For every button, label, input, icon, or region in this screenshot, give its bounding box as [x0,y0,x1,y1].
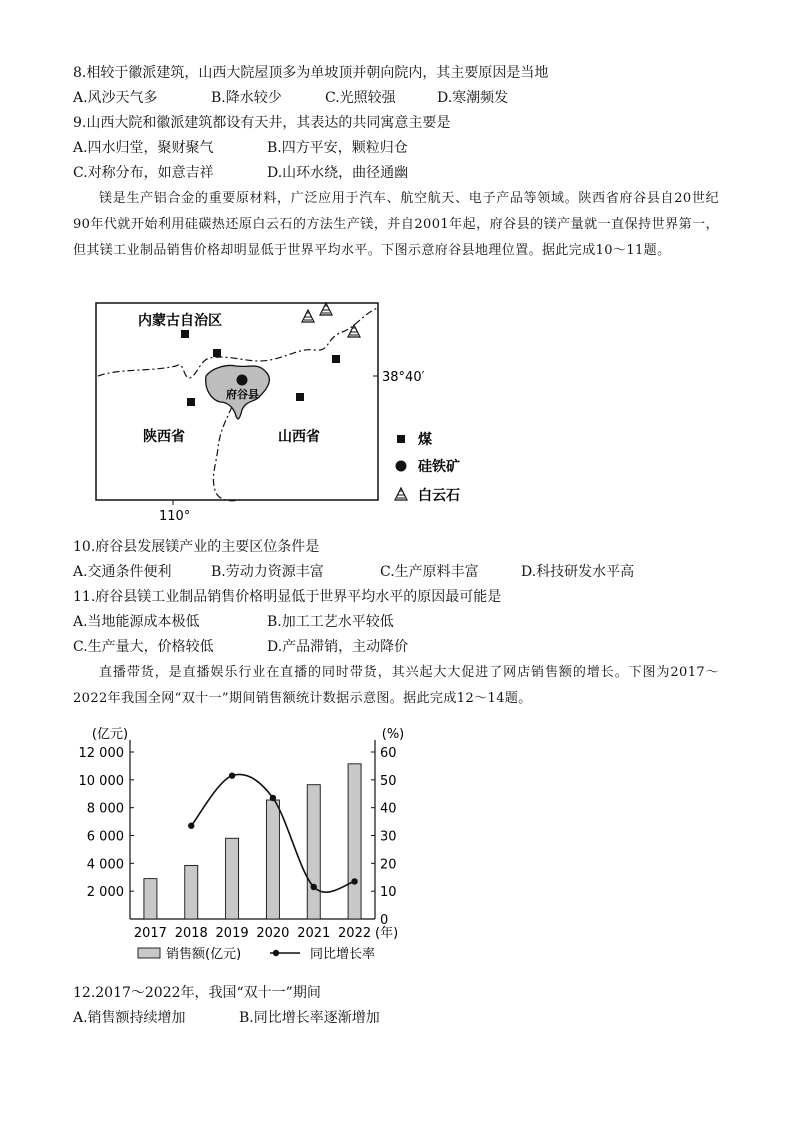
ferrosilicon-marker [237,375,248,386]
legend-growth-point [273,950,279,956]
right-tick-label: 10 [380,885,397,901]
right-axis-unit: (%) [381,727,405,742]
coal-marker [187,398,195,406]
growth-rate-point [270,795,276,801]
x-tick-label: 2022 [338,926,372,941]
coal-marker [181,330,189,338]
q12-option-a[interactable]: A.销售额持续增加 [73,1010,186,1026]
q9-option-a[interactable]: A.四水归堂，聚财聚气 [73,140,214,156]
question-11-stem: 11.府谷县镁工业制品销售价格明显低于世界平均水平的原因最可能是 [73,589,502,605]
left-tick-label: 2 000 [86,885,124,901]
legend-growth-label: 同比增长率 [310,947,376,962]
q8-option-d[interactable]: D.寒潮频发 [437,90,509,106]
x-tick-label: 2018 [174,926,208,941]
q10-option-a[interactable]: A.交通条件便利 [73,564,172,580]
sales-bar [307,785,320,919]
q8-option-a[interactable]: A.风沙天气多 [73,90,158,106]
coal-marker [213,349,221,357]
q9-option-b[interactable]: B.四方平安，颗粒归仓 [267,140,408,156]
x-axis-unit: (年) [375,926,399,941]
label-latitude: 38°40′ [382,370,425,385]
question-10-stem: 10.府谷县发展镁产业的主要区位条件是 [73,539,320,555]
label-inner-mongolia: 内蒙古自治区 [138,313,222,329]
dolomite-marker [302,310,314,322]
q10-option-b[interactable]: B.劳动力资源丰富 [211,564,324,580]
legend-sales-label: 销售额(亿元) [166,947,242,962]
q8-option-c[interactable]: C.光照较强 [325,90,396,106]
question-12-stem: 12.2017～2022年，我国“双十一”期间 [73,985,321,1001]
sales-bar [185,865,198,919]
right-tick-label: 30 [380,829,397,845]
question-9-stem: 9.山西大院和徽派建筑都设有天井，其表达的共同寓意主要是 [73,115,451,131]
growth-rate-point [188,823,194,829]
q10-option-d[interactable]: D.科技研发水平高 [521,564,635,580]
right-tick-label: 20 [380,857,397,873]
coal-marker [296,393,304,401]
passage-livestream: 直播带货，是直播娱乐行业在直播的同时带货，其兴起大大促进了网店销售额的增长。下图为2017～2022年我国全网“双十一”期间销售额统计数据示意图。据此完成12～14题。 [73,665,719,706]
legend-sales-swatch [138,948,160,958]
q11-option-c[interactable]: C.生产量大，价格较低 [73,639,214,655]
q11-option-a[interactable]: A.当地能源成本极低 [73,614,200,630]
right-tick-label: 60 [380,746,397,761]
growth-rate-point [229,772,235,778]
growth-rate-point [311,884,317,890]
sales-bar [348,764,361,919]
label-fugu: 府谷县 [226,388,259,401]
label-longitude: 110° [159,509,191,524]
sales-bar [144,879,157,919]
right-tick-label: 0 [380,913,389,928]
q11-option-b[interactable]: B.加工工艺水平较低 [267,614,394,630]
left-tick-label: 8 000 [86,801,124,817]
dolomite-marker [320,303,332,315]
left-tick-label: 6 000 [86,829,124,845]
left-tick-label: 12 000 [78,746,124,761]
question-8-stem: 8.相较于徽派建筑，山西大院屋顶多为单坡顶并朝向院内，其主要原因是当地 [73,65,549,81]
label-shanxi: 山西省 [278,429,320,445]
coal-marker [332,355,340,363]
right-tick-label: 50 [380,773,397,789]
q9-option-d[interactable]: D.山环水绕，曲径通幽 [267,165,409,181]
legend-dolomite-label: 白云石 [418,488,460,504]
q12-option-b[interactable]: B.同比增长率逐渐增加 [239,1010,380,1026]
legend-coal-icon [397,435,405,443]
left-tick-label: 10 000 [78,773,124,789]
passage-magnesium: 镁是生产铝合金的重要原材料，广泛应用于汽车、航空航天、电子产品等领域。陕西省府谷县自20世纪90年代就开始利用硅碳热还原白云石的方法生产镁，并自2001年起，府谷县的镁产量就一直保持世界第一，但其镁工业制品销售价格却明显低于世界平均水平。下图示意府谷县地理位置。据此完成10～11题。 [73,191,719,258]
fugu-location-map [80,298,480,528]
q9-option-c[interactable]: C.对称分布，如意吉祥 [73,165,214,181]
legend-dolomite-icon [395,488,407,500]
x-tick-label: 2019 [215,926,249,941]
left-tick-label: 4 000 [86,857,124,873]
q11-option-d[interactable]: D.产品滞销，主动降价 [267,639,409,655]
legend-ferrosilicon-label: 硅铁矿 [418,459,460,475]
q8-option-b[interactable]: B.降水较少 [211,90,282,106]
x-tick-label: 2021 [297,926,331,941]
dolomite-marker [348,325,360,337]
right-tick-label: 40 [380,801,397,817]
sales-bar [226,838,239,919]
legend-ferrosilicon-icon [396,461,407,472]
q10-option-c[interactable]: C.生产原料丰富 [380,564,479,580]
x-tick-label: 2017 [133,926,167,941]
sales-bar [266,800,279,919]
x-tick-label: 2020 [256,926,290,941]
legend-coal-label: 煤 [418,432,432,448]
double-eleven-sales-chart [78,718,438,970]
growth-rate-point [351,878,357,884]
label-shaanxi: 陕西省 [143,429,185,445]
left-axis-unit: (亿元) [91,727,129,742]
